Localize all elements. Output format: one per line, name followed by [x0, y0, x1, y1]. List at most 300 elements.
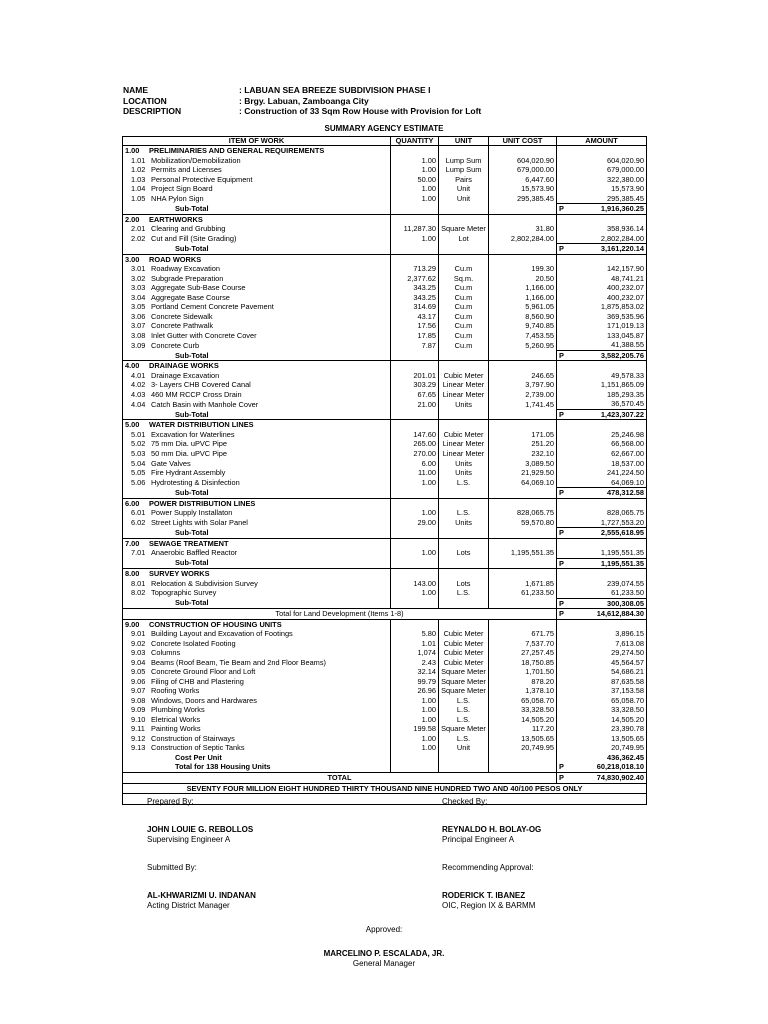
checked-by-name: REYNALDO H. BOLAY-OG	[442, 825, 542, 834]
unit-cell: Square Meter	[439, 686, 489, 696]
unit-cost-cell: 199.30	[489, 264, 557, 274]
item-name: Eletrical Works	[151, 714, 201, 724]
unit-cost-cell: 3,089.50	[489, 459, 557, 469]
subtotal-label: Sub-Total	[175, 598, 209, 608]
land-development-total-value: 14,612,884.30	[596, 609, 644, 619]
amount-cell: 133,045.87	[557, 331, 647, 341]
item-cell	[123, 449, 391, 459]
item-number: 4.04	[131, 399, 146, 409]
item-number: 5.03	[131, 448, 146, 458]
item-cell	[123, 677, 391, 687]
section-title-cell	[123, 569, 391, 579]
name-label: NAME	[123, 85, 149, 95]
amount-cell: 295,385.45	[557, 194, 647, 204]
quantity-cell: 343.25	[391, 283, 439, 293]
table-row	[123, 508, 647, 518]
table-row	[123, 686, 647, 696]
subtotal-amount-value: 3,161,220.14	[600, 244, 644, 254]
section-number: 1.00	[125, 146, 140, 155]
item-name: Filing of CHB and Plastering	[151, 676, 244, 686]
amount-cell: 61,233.50	[557, 588, 647, 598]
unit-cost-cell: 679,000.00	[489, 165, 557, 175]
unit-cell: Lot	[439, 234, 489, 244]
item-name: 75 mm Dia. uPVC Pipe	[151, 439, 227, 449]
unit-cell: L.S.	[439, 588, 489, 598]
peso-sign: P	[559, 204, 564, 214]
item-cell	[123, 629, 391, 639]
item-cell	[123, 293, 391, 303]
unit-cost-cell: 7,537.70	[489, 639, 557, 649]
recommending-approval-block	[442, 863, 535, 911]
amount-cell: 1,195,551.35	[557, 548, 647, 558]
item-number: 2.01	[131, 224, 146, 234]
amount-cell: 48,741.21	[557, 274, 647, 284]
item-number: 9.03	[131, 648, 146, 658]
item-number: 5.05	[131, 468, 146, 478]
unit-cost-cell: 1,166.00	[489, 293, 557, 303]
amount-cell: 33,328.50	[557, 705, 647, 715]
quantity-cell: 99.79	[391, 677, 439, 687]
unit-cell: Cu.m	[439, 312, 489, 322]
amount-cell: 679,000.00	[557, 165, 647, 175]
amount-cell: 1,727,553.20	[557, 518, 647, 528]
item-number: 5.06	[131, 477, 146, 487]
item-cell	[123, 478, 391, 488]
item-cell	[123, 639, 391, 649]
unit-cost-cell: 2,739.00	[489, 390, 557, 400]
table-row	[123, 371, 647, 381]
table-row	[123, 648, 647, 658]
item-name: Drainage Excavation	[151, 370, 220, 380]
item-number: 9.06	[131, 676, 146, 686]
subtotal-amount	[557, 598, 647, 609]
table-row	[123, 340, 647, 350]
table-row	[123, 449, 647, 459]
quantity-cell: 1.00	[391, 478, 439, 488]
amount-cell: 14,505.20	[557, 715, 647, 725]
quantity-cell: 201.01	[391, 371, 439, 381]
subtotal-amount-value: 2,555,618.95	[600, 528, 644, 538]
quantity-cell: 1.00	[391, 734, 439, 744]
subtotal-row	[123, 204, 647, 215]
quantity-cell: 1.01	[391, 639, 439, 649]
quantity-cell: 6.00	[391, 459, 439, 469]
amount-cell: 369,535.96	[557, 312, 647, 322]
item-name: Gate Valves	[151, 458, 191, 468]
table-row	[123, 175, 647, 185]
unit-cost-cell: 251.20	[489, 439, 557, 449]
quantity-cell: 21.00	[391, 399, 439, 409]
item-number: 3.04	[131, 292, 146, 302]
col-amount-header: AMOUNT	[557, 137, 647, 146]
table-row	[123, 518, 647, 528]
amount-cell: 142,157.90	[557, 264, 647, 274]
unit-cost-cell: 117.20	[489, 724, 557, 734]
item-name: Construction of Septic Tanks	[151, 743, 245, 753]
peso-sign: P	[559, 558, 564, 568]
item-name: Personal Protective Equipment	[151, 174, 253, 184]
section-name: DRAINAGE WORKS	[149, 361, 219, 371]
item-number: 3.03	[131, 283, 146, 293]
item-name: Fire Hydrant Assembly	[151, 468, 226, 478]
unit-cost-cell: 20.50	[489, 274, 557, 284]
unit-cell: L.S.	[439, 508, 489, 518]
unit-cell: Linear Meter	[439, 380, 489, 390]
amount-cell: 15,573.90	[557, 184, 647, 194]
unit-cost-cell: 1,701.50	[489, 667, 557, 677]
approved-title: General Manager	[352, 959, 416, 968]
item-name: Concrete Pathwalk	[151, 321, 214, 331]
quantity-cell: 43.17	[391, 312, 439, 322]
location-label: LOCATION	[123, 95, 167, 106]
item-cell	[123, 686, 391, 696]
submitted-by-name: AL-KHWARIZMI U. INDANAN	[147, 891, 256, 900]
quantity-cell: 143.00	[391, 579, 439, 589]
table-row	[123, 658, 647, 668]
subtotal-row	[123, 558, 647, 569]
item-name: Power Supply Installaton	[151, 508, 233, 518]
amount-cell: 2,802,284.00	[557, 234, 647, 244]
subtotal-row	[123, 528, 647, 539]
col-unit-header: UNIT	[439, 137, 489, 146]
table-row	[123, 399, 647, 409]
unit-cell: Cu.m	[439, 302, 489, 312]
amount-cell: 239,074.55	[557, 579, 647, 589]
quantity-cell: 1.00	[391, 715, 439, 725]
table-row	[123, 264, 647, 274]
section-name: PRELIMINARIES AND GENERAL REQUIREMENTS	[149, 146, 325, 155]
subtotal-label: Sub-Total	[175, 203, 209, 213]
land-development-total-row	[123, 609, 647, 620]
subtotal-amount-value: 478,312.58	[607, 488, 644, 498]
unit-cost-cell: 9,740.85	[489, 321, 557, 331]
table-row	[123, 283, 647, 293]
amount-cell: 66,568.00	[557, 439, 647, 449]
item-name: Project Sign Board	[151, 184, 213, 194]
section-name: WATER DISTRIBUTION LINES	[149, 420, 254, 430]
item-cell	[123, 696, 391, 706]
quantity-cell: 1,074	[391, 648, 439, 658]
item-number: 4.03	[131, 389, 146, 399]
peso-sign: P	[559, 244, 564, 254]
quantity-cell: 2.43	[391, 658, 439, 668]
item-number: 1.04	[131, 184, 146, 194]
item-number: 9.13	[131, 743, 146, 753]
section-title-cell	[123, 214, 391, 224]
item-name: Cut and Fill (Site Grading)	[151, 233, 237, 243]
quantity-cell: 303.29	[391, 380, 439, 390]
unit-cell: Cu.m	[439, 264, 489, 274]
item-cell	[123, 439, 391, 449]
amount-cell: 62,667.00	[557, 449, 647, 459]
item-cell	[123, 648, 391, 658]
item-name: Construction of Stairways	[151, 733, 235, 743]
unit-cost-cell: 295,385.45	[489, 194, 557, 204]
item-name: Portland Cement Concrete Pavement	[151, 302, 274, 312]
table-row	[123, 724, 647, 734]
section-header-row	[123, 538, 647, 548]
unit-cost-cell: 33,328.50	[489, 705, 557, 715]
subtotal-label: Sub-Total	[175, 558, 209, 568]
section-header-row	[123, 498, 647, 508]
unit-cell: L.S.	[439, 715, 489, 725]
quantity-cell: 2,377.62	[391, 274, 439, 284]
unit-cell: Unit	[439, 184, 489, 194]
section-header-row	[123, 214, 647, 224]
amount-cell: 29,274.50	[557, 648, 647, 658]
unit-cost-cell: 27,257.45	[489, 648, 557, 658]
amount-cell: 604,020.90	[557, 156, 647, 166]
estimate-table	[122, 136, 647, 805]
item-cell	[123, 743, 391, 753]
unit-cell: Linear Meter	[439, 449, 489, 459]
section-number: 2.00	[125, 214, 140, 224]
item-cell	[123, 430, 391, 440]
housing-total-label: Total for 138 Housing Units	[175, 762, 271, 772]
item-number: 3.01	[131, 264, 146, 274]
table-row	[123, 331, 647, 341]
item-number: 9.01	[131, 629, 146, 639]
amount-cell: 65,058.70	[557, 696, 647, 706]
unit-cell: L.S.	[439, 734, 489, 744]
housing-total-row	[123, 762, 647, 772]
amount-cell: 45,564.57	[557, 658, 647, 668]
item-number: 1.05	[131, 193, 146, 203]
peso-sign: P	[559, 528, 564, 538]
subtotal-amount	[557, 528, 647, 539]
table-row	[123, 667, 647, 677]
item-cell	[123, 371, 391, 381]
amount-cell: 171,019.13	[557, 321, 647, 331]
unit-cell: L.S.	[439, 478, 489, 488]
section-number: 6.00	[125, 498, 140, 508]
col-item-header: ITEM OF WORK	[123, 137, 391, 146]
approved-name: MARCELINO P. ESCALADA, JR.	[323, 949, 445, 958]
cost-per-unit-label: Cost Per Unit	[175, 752, 222, 762]
section-name: SEWAGE TREATMENT	[149, 538, 229, 548]
unit-cell: Units	[439, 468, 489, 478]
amount-cell: 358,936.14	[557, 224, 647, 234]
project-header	[123, 85, 481, 117]
unit-cost-cell: 14,505.20	[489, 715, 557, 725]
unit-cell: Cu.m	[439, 321, 489, 331]
subtotal-label: Sub-Total	[175, 409, 209, 419]
item-number: 9.08	[131, 695, 146, 705]
subtotal-amount	[557, 204, 647, 215]
unit-cell: Units	[439, 518, 489, 528]
quantity-cell: 5.80	[391, 629, 439, 639]
cost-per-unit-row	[123, 753, 647, 763]
table-row	[123, 579, 647, 589]
col-quantity-header: QUANTITY	[391, 137, 439, 146]
document-title: SUMMARY AGENCY ESTIMATE	[324, 124, 444, 133]
unit-cost-cell: 20,749.95	[489, 743, 557, 753]
table-row	[123, 705, 647, 715]
checked-by-label: Checked By:	[442, 797, 488, 806]
land-development-total-label: Total for Land Development (Items 1-8)	[123, 609, 557, 620]
item-name: Roadway Excavation	[151, 264, 221, 274]
item-cell	[123, 508, 391, 518]
item-number: 8.02	[131, 588, 146, 598]
quantity-cell: 17.56	[391, 321, 439, 331]
subtotal-amount	[557, 558, 647, 569]
unit-cost-cell: 5,961.05	[489, 302, 557, 312]
peso-sign: P	[559, 773, 564, 782]
quantity-cell: 50.00	[391, 175, 439, 185]
cost-per-unit-amount: 436,362.45	[557, 753, 647, 763]
prepared-by-title: Supervising Engineer A	[147, 835, 231, 844]
checked-by-block	[442, 797, 541, 845]
item-number: 3.06	[131, 311, 146, 321]
unit-cell: Cubic Meter	[439, 648, 489, 658]
table-row	[123, 184, 647, 194]
subtotal-amount-value: 1,195,551.35	[600, 558, 644, 568]
subtotal-label: Sub-Total	[175, 243, 209, 253]
quantity-cell: 713.29	[391, 264, 439, 274]
section-number: 3.00	[125, 254, 140, 264]
name-value: : LABUAN SEA BREEZE SUBDIVISION PHASE I	[239, 85, 431, 95]
unit-cost-cell: 13,505.65	[489, 734, 557, 744]
quantity-cell: 147.60	[391, 430, 439, 440]
item-cell	[123, 579, 391, 589]
item-name: Aggregate Sub-Base Course	[151, 283, 246, 293]
section-number: 4.00	[125, 361, 140, 371]
unit-cell: Lots	[439, 548, 489, 558]
unit-cost-cell: 1,378.10	[489, 686, 557, 696]
quantity-cell: 1.00	[391, 548, 439, 558]
section-name: CONSTRUCTION OF HOUSING UNITS	[149, 619, 282, 629]
amount-cell: 400,232.07	[557, 283, 647, 293]
quantity-cell: 11,287.30	[391, 224, 439, 234]
unit-cost-cell: 232.10	[489, 449, 557, 459]
grand-total-amount-value: 74,830,902.40	[596, 773, 644, 782]
unit-cost-cell: 1,166.00	[489, 283, 557, 293]
item-number: 9.05	[131, 667, 146, 677]
section-title-cell	[123, 420, 391, 430]
quantity-cell: 32.14	[391, 667, 439, 677]
section-header-row	[123, 146, 647, 156]
section-title-cell	[123, 498, 391, 508]
item-cell	[123, 340, 391, 350]
table-row	[123, 629, 647, 639]
section-name: EARTHWORKS	[149, 214, 203, 224]
table-row	[123, 302, 647, 312]
item-cell	[123, 184, 391, 194]
item-name: Relocation & Subdivision Survey	[151, 578, 258, 588]
col-unit-cost-header: UNIT COST	[489, 137, 557, 146]
item-name: Beams (Roof Beam, Tie Beam and 2nd Floor Beams)	[151, 657, 326, 667]
subtotal-label: Sub-Total	[175, 487, 209, 497]
grand-total-row	[123, 773, 647, 784]
table-row	[123, 743, 647, 753]
housing-total-amount	[557, 762, 647, 772]
item-name: Anaerobic Baffled Reactor	[151, 548, 238, 558]
table-row	[123, 548, 647, 558]
amount-cell: 23,390.78	[557, 724, 647, 734]
unit-cost-cell: 59,570.80	[489, 518, 557, 528]
recommending-approval-name: RODERICK T. IBANEZ	[442, 891, 526, 900]
prepared-by-name: JOHN LOUIE G. REBOLLOS	[147, 825, 254, 834]
unit-cell: Cubic Meter	[439, 629, 489, 639]
quantity-cell: 1.00	[391, 184, 439, 194]
peso-sign: P	[559, 609, 564, 619]
item-number: 9.07	[131, 686, 146, 696]
amount-cell: 18,537.00	[557, 459, 647, 469]
item-cell	[123, 156, 391, 166]
table-row	[123, 430, 647, 440]
unit-cell: Lump Sum	[439, 156, 489, 166]
unit-cost-cell: 1,671.85	[489, 579, 557, 589]
amount-cell: 64,069.10	[557, 478, 647, 488]
checked-by-title: Principal Engineer A	[442, 835, 515, 844]
submitted-by-title: Acting District Manager	[147, 901, 230, 910]
item-number: 9.10	[131, 714, 146, 724]
section-header-row	[123, 569, 647, 579]
table-row	[123, 380, 647, 390]
section-header-row	[123, 254, 647, 264]
unit-cost-cell: 15,573.90	[489, 184, 557, 194]
item-number: 9.12	[131, 733, 146, 743]
peso-sign: P	[559, 409, 564, 419]
amount-in-words: SEVENTY FOUR MILLION EIGHT HUNDRED THIRTY THOUSAND NINE HUNDRED TWO AND 40/100 PESOS ONLY	[123, 783, 647, 794]
item-number: 5.04	[131, 458, 146, 468]
peso-sign: P	[559, 598, 564, 608]
subtotal-label: Sub-Total	[175, 527, 209, 537]
table-row	[123, 234, 647, 244]
item-name: 460 MM RCCP Cross Drain	[151, 389, 242, 399]
table-row	[123, 696, 647, 706]
subtotal-row	[123, 244, 647, 255]
section-number: 5.00	[125, 420, 140, 430]
table-row	[123, 734, 647, 744]
item-number: 9.04	[131, 657, 146, 667]
unit-cost-cell: 7,453.55	[489, 331, 557, 341]
land-development-total	[557, 609, 647, 620]
table-row	[123, 194, 647, 204]
subtotal-amount-value: 300,308.05	[607, 598, 644, 608]
item-name: 50 mm Dia. uPVC Pipe	[151, 448, 227, 458]
item-number: 3.07	[131, 321, 146, 331]
unit-cell: Cubic Meter	[439, 658, 489, 668]
item-number: 3.02	[131, 273, 146, 283]
amount-cell: 54,686.21	[557, 667, 647, 677]
grand-total-label: TOTAL	[123, 773, 557, 784]
section-number: 8.00	[125, 569, 140, 579]
quantity-cell: 265.00	[391, 439, 439, 449]
item-cell	[123, 468, 391, 478]
section-header-row	[123, 361, 647, 371]
item-number: 1.01	[131, 155, 146, 165]
quantity-cell: 26.96	[391, 686, 439, 696]
item-name: NHA Pylon Sign	[151, 193, 204, 203]
item-cell	[123, 224, 391, 234]
item-name: Street Lights with Solar Panel	[151, 517, 248, 527]
unit-cell: Unit	[439, 194, 489, 204]
item-name: Windows, Doors and Hardwares	[151, 695, 257, 705]
unit-cell: Units	[439, 459, 489, 469]
table-row	[123, 293, 647, 303]
approved-label: Approved:	[365, 925, 403, 934]
amount-cell: 1,875,853.02	[557, 302, 647, 312]
subtotal-amount-value: 1,423,307.22	[600, 409, 644, 419]
amount-cell: 322,380.00	[557, 175, 647, 185]
item-cell	[123, 165, 391, 175]
submitted-by-label: Submitted By:	[147, 863, 197, 872]
section-number: 9.00	[125, 619, 140, 629]
section-name: ROAD WORKS	[149, 254, 202, 264]
unit-cell: Square Meter	[439, 224, 489, 234]
item-name: Columns	[151, 648, 181, 658]
